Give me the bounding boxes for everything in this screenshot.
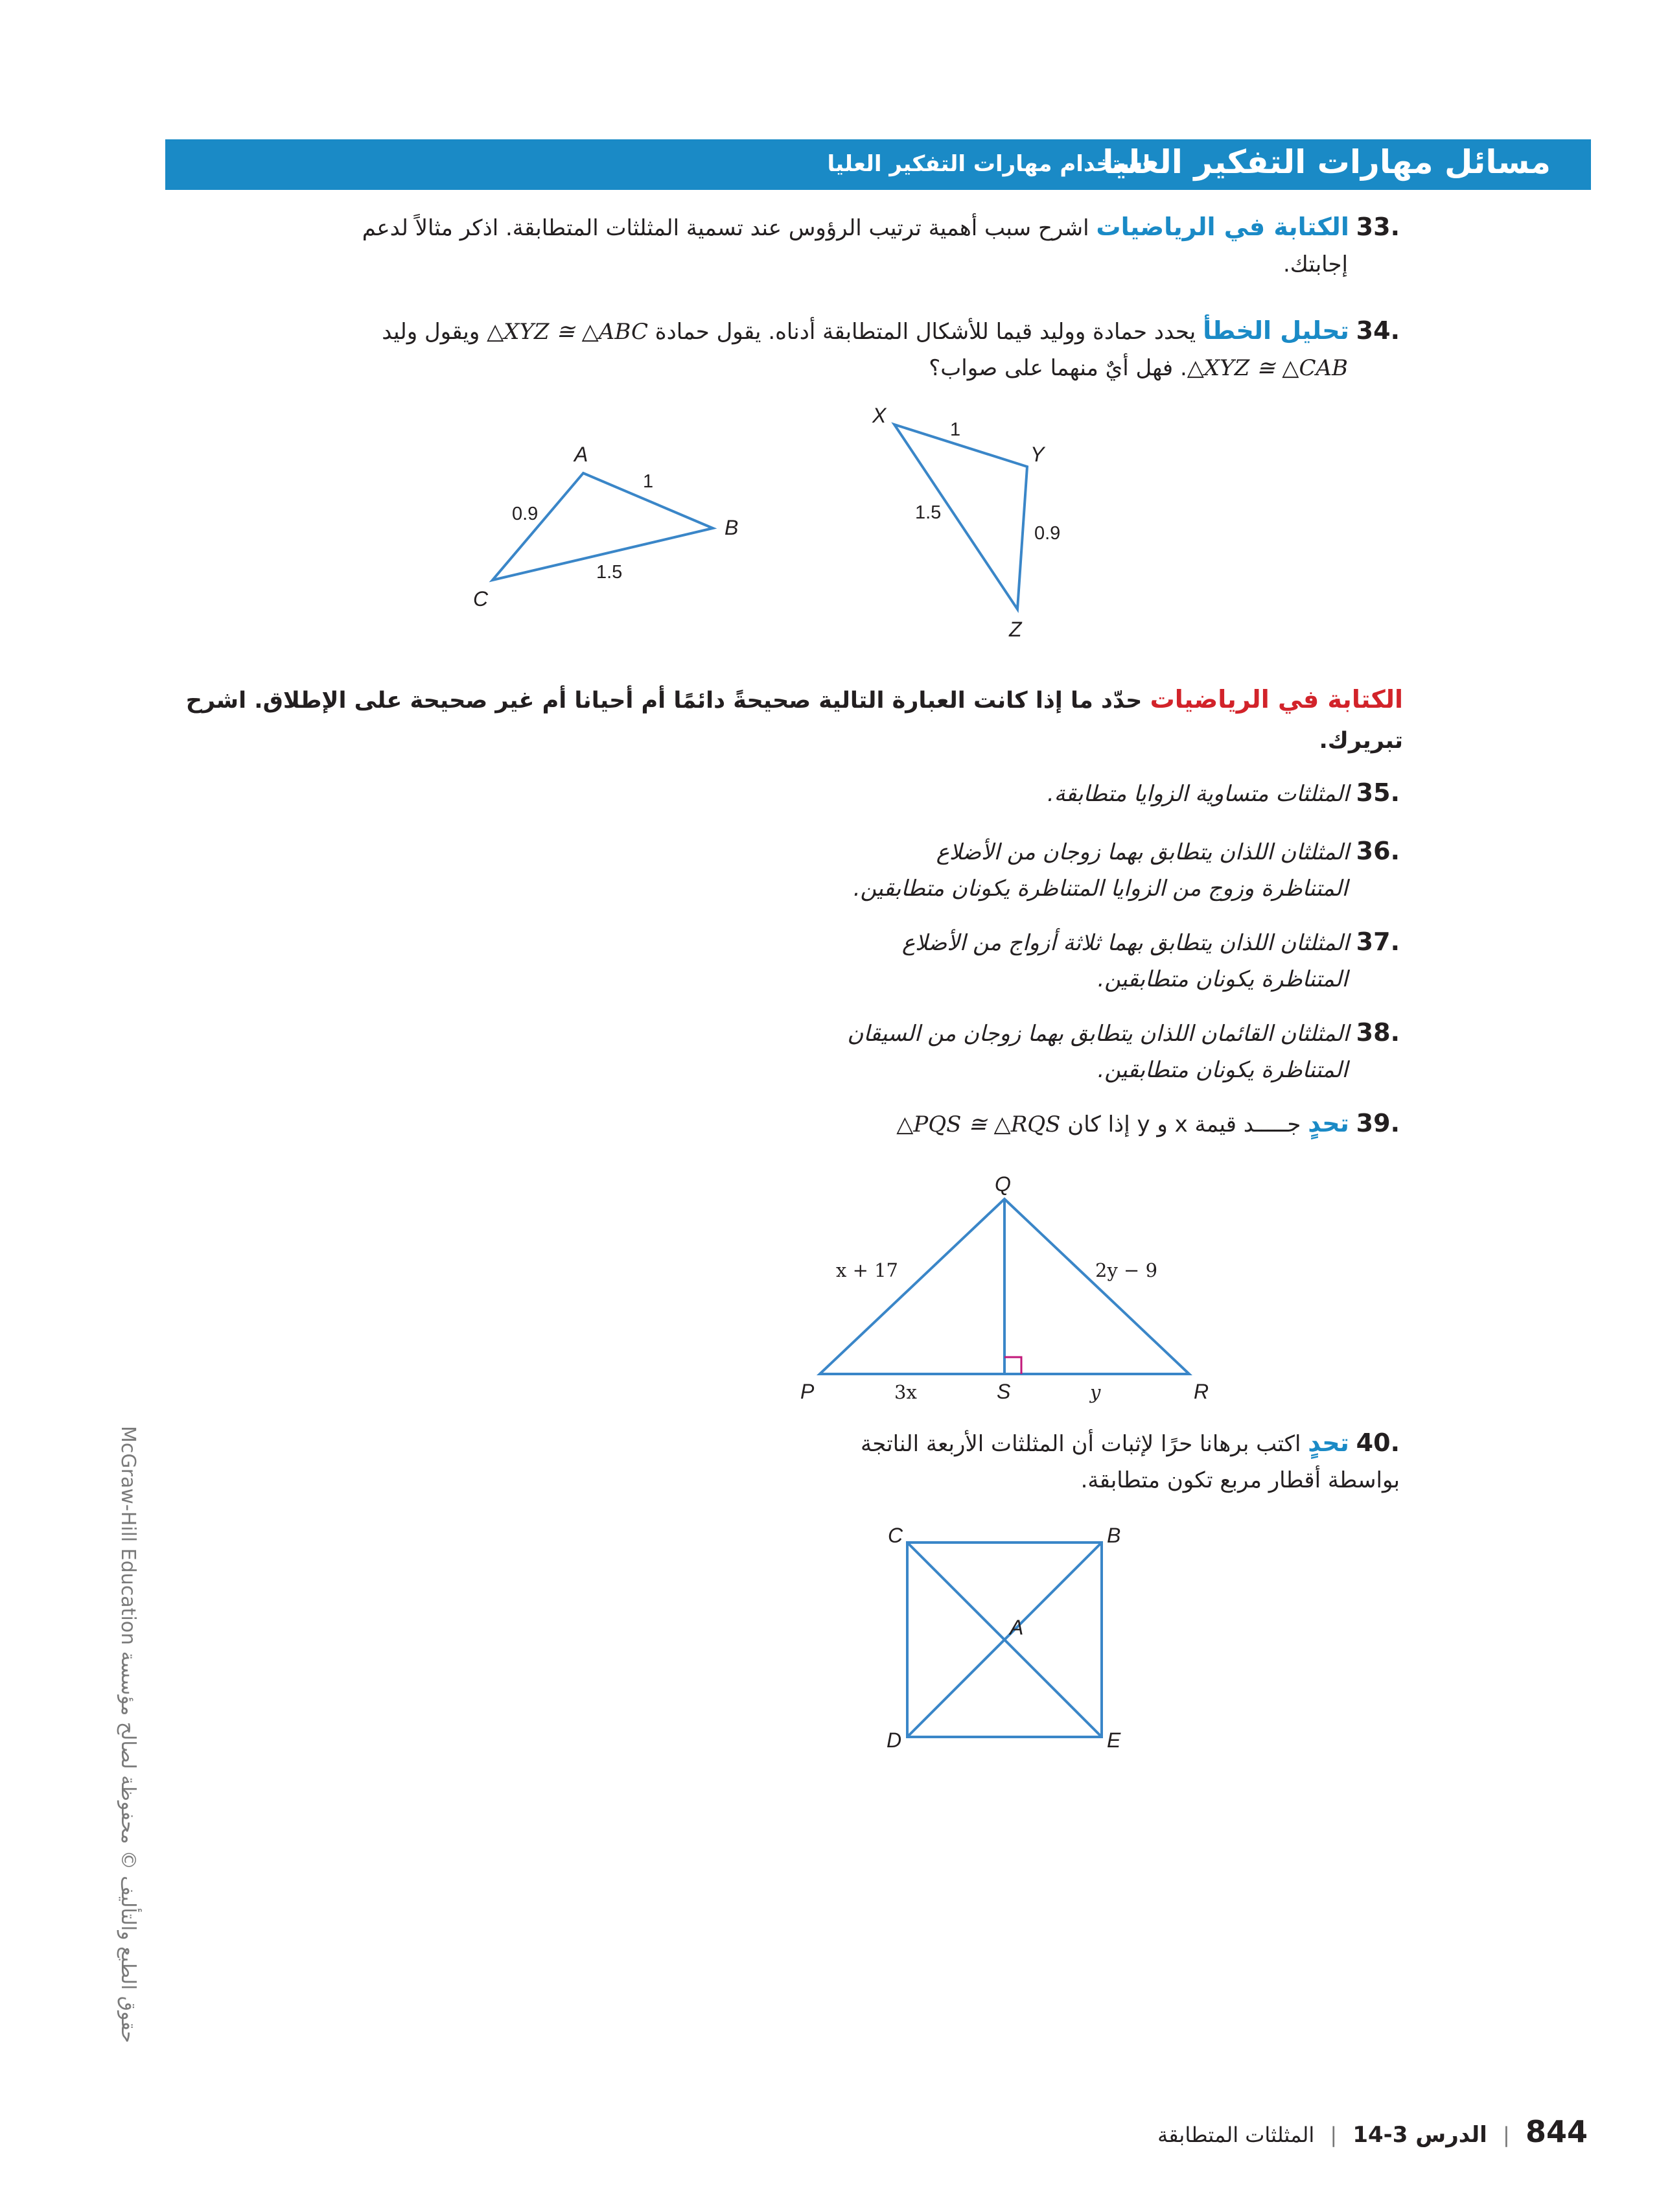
side-ps-label: 3x: [894, 1381, 917, 1403]
question-number: .35: [1356, 778, 1400, 807]
vertex-p-label: P: [800, 1380, 815, 1403]
question-39: [622, 1105, 1400, 1143]
math-expression: △PQS ≅ △RQS: [896, 1112, 1061, 1137]
question-number: .34: [1356, 316, 1400, 345]
section-subtitle: استخدام مهارات التفكير العليا: [827, 151, 1150, 177]
triangle-xyz: [872, 404, 1060, 641]
side-ab-label: 1: [643, 471, 654, 492]
prompt-text: حدّد ما إذا كانت العبارة التالية صحيحةً دائمًا أم أحيانا أم غير صحيحة على الإطلاق. اشرح: [185, 688, 1143, 714]
question-text-cont: المتناظرة يكونان متطابقين.: [1097, 1057, 1348, 1083]
footer-divider: |: [1503, 2123, 1510, 2147]
math-expression: △XYZ ≅ △ABC: [487, 319, 648, 345]
right-angle-marker: [1004, 1357, 1021, 1374]
question-40: [557, 1425, 1400, 1498]
question-text-cont: بواسطة أقطار مربع تكون متطابقة.: [1080, 1467, 1400, 1493]
section-title: مسائل مهارات التفكير العليا: [1102, 143, 1551, 181]
question-number: .33: [1356, 213, 1400, 241]
question-number: .37: [1356, 927, 1400, 956]
side-xz-label: 1.5: [915, 502, 942, 523]
section-header-bar: [165, 139, 1591, 190]
vertex-q-label: Q: [995, 1172, 1011, 1196]
page-footer: [1157, 2114, 1588, 2149]
vertex-x-label: X: [872, 404, 887, 427]
side-cb-label: 1.5: [596, 562, 623, 583]
vertex-s-label: S: [997, 1380, 1011, 1403]
math-expression: △XYZ ≅ △CAB: [1187, 355, 1348, 381]
question-37: [622, 924, 1400, 997]
vertex-e-label: E: [1107, 1729, 1121, 1752]
question-text: يحدد حمادة ووليد قيما للأشكال المتطابقة أدناه. يقول حمادة: [655, 319, 1196, 345]
vertex-d-label: D: [887, 1729, 902, 1752]
question-label: الكتابة في الرياضيات: [1096, 213, 1349, 241]
question-text: . فهل أيٌ منهما على صواب؟: [929, 355, 1187, 381]
question-text-cont: إجابتك.: [1282, 251, 1348, 277]
question-number: .36: [1356, 837, 1400, 865]
vertex-y-label: Y: [1030, 443, 1045, 466]
vertex-r-label: R: [1194, 1380, 1209, 1403]
question-38: [622, 1014, 1400, 1088]
question-text-cont: المتناظرة وزوج من الزوايا المتناظرة يكونان متطابقين.: [853, 876, 1348, 902]
question-number: .38: [1356, 1018, 1400, 1047]
center-a-label: A: [1010, 1616, 1024, 1639]
writing-prompt: [94, 679, 1403, 761]
triangles-figure: [454, 395, 1102, 655]
question-label: تحليل الخطأ: [1203, 316, 1349, 345]
question-text-cont: المتناظرة يكونان متطابقين.: [1097, 966, 1348, 992]
question-text: اكتب برهانا حرًا لإثبات أن المثلثات الأربعة الناتجة: [861, 1431, 1301, 1457]
question-33: [168, 209, 1400, 283]
question-text: المثلثان اللذان يتطابق بهما زوجان من الأضلاع: [936, 839, 1349, 865]
question-34: [117, 312, 1400, 386]
question-35: [622, 774, 1400, 812]
footer-divider: |: [1330, 2123, 1338, 2147]
question-text: جـــــد قيمة x و y إذا كان: [1067, 1112, 1301, 1137]
vertex-b-label: B: [725, 516, 739, 539]
copyright-credit: حقوق الطبع والتأليف © محفوظة لصالح مؤسسة McGraw-Hill Education: [117, 1426, 139, 2043]
square-figure: [868, 1523, 1141, 1769]
triangle-pqr-figure: [791, 1160, 1244, 1413]
question-number: .39: [1356, 1109, 1400, 1137]
question-label: تحدٍ: [1308, 1428, 1349, 1457]
side-qr-label: 2y − 9: [1095, 1259, 1158, 1281]
question-number: .40: [1356, 1428, 1400, 1457]
side-yz-label: 0.9: [1034, 523, 1061, 544]
triangle-abc: [473, 443, 738, 611]
page-number: 844: [1525, 2114, 1588, 2149]
prompt-label: الكتابة في الرياضيات: [1150, 685, 1403, 714]
vertex-c-label: C: [888, 1524, 903, 1547]
vertex-c-label: C: [473, 587, 489, 611]
side-sr-label: y: [1090, 1381, 1101, 1403]
question-text: اشرح سبب أهمية ترتيب الرؤوس عند تسمية المثلثات المتطابقة. اذكر مثالاً لدعم: [362, 215, 1089, 241]
question-text: المثلثان اللذان يتطابق بهما ثلاثة أزواج من الأضلاع: [901, 930, 1349, 956]
question-label: تحدٍ: [1308, 1109, 1349, 1137]
vertex-a-label: A: [574, 443, 588, 466]
question-text: المثلثان القائمان اللذان يتطابق بهما زوجان من السيقان: [847, 1021, 1349, 1047]
vertex-b-label: B: [1107, 1524, 1121, 1547]
question-36: [622, 833, 1400, 907]
lesson-number: الدرس 3-14: [1352, 2122, 1487, 2148]
side-pq-label: x + 17: [836, 1259, 898, 1281]
side-ac-label: 0.9: [512, 504, 539, 524]
vertex-z-label: Z: [1009, 618, 1022, 641]
question-text: ويقول وليد: [382, 319, 480, 345]
side-xy-label: 1: [950, 419, 961, 440]
lesson-title: المثلثات المتطابقة: [1157, 2123, 1315, 2147]
question-text: المثلثات متساوية الزوايا متطابقة.: [1047, 781, 1349, 807]
prompt-text-cont: تبريرك.: [1319, 728, 1403, 754]
